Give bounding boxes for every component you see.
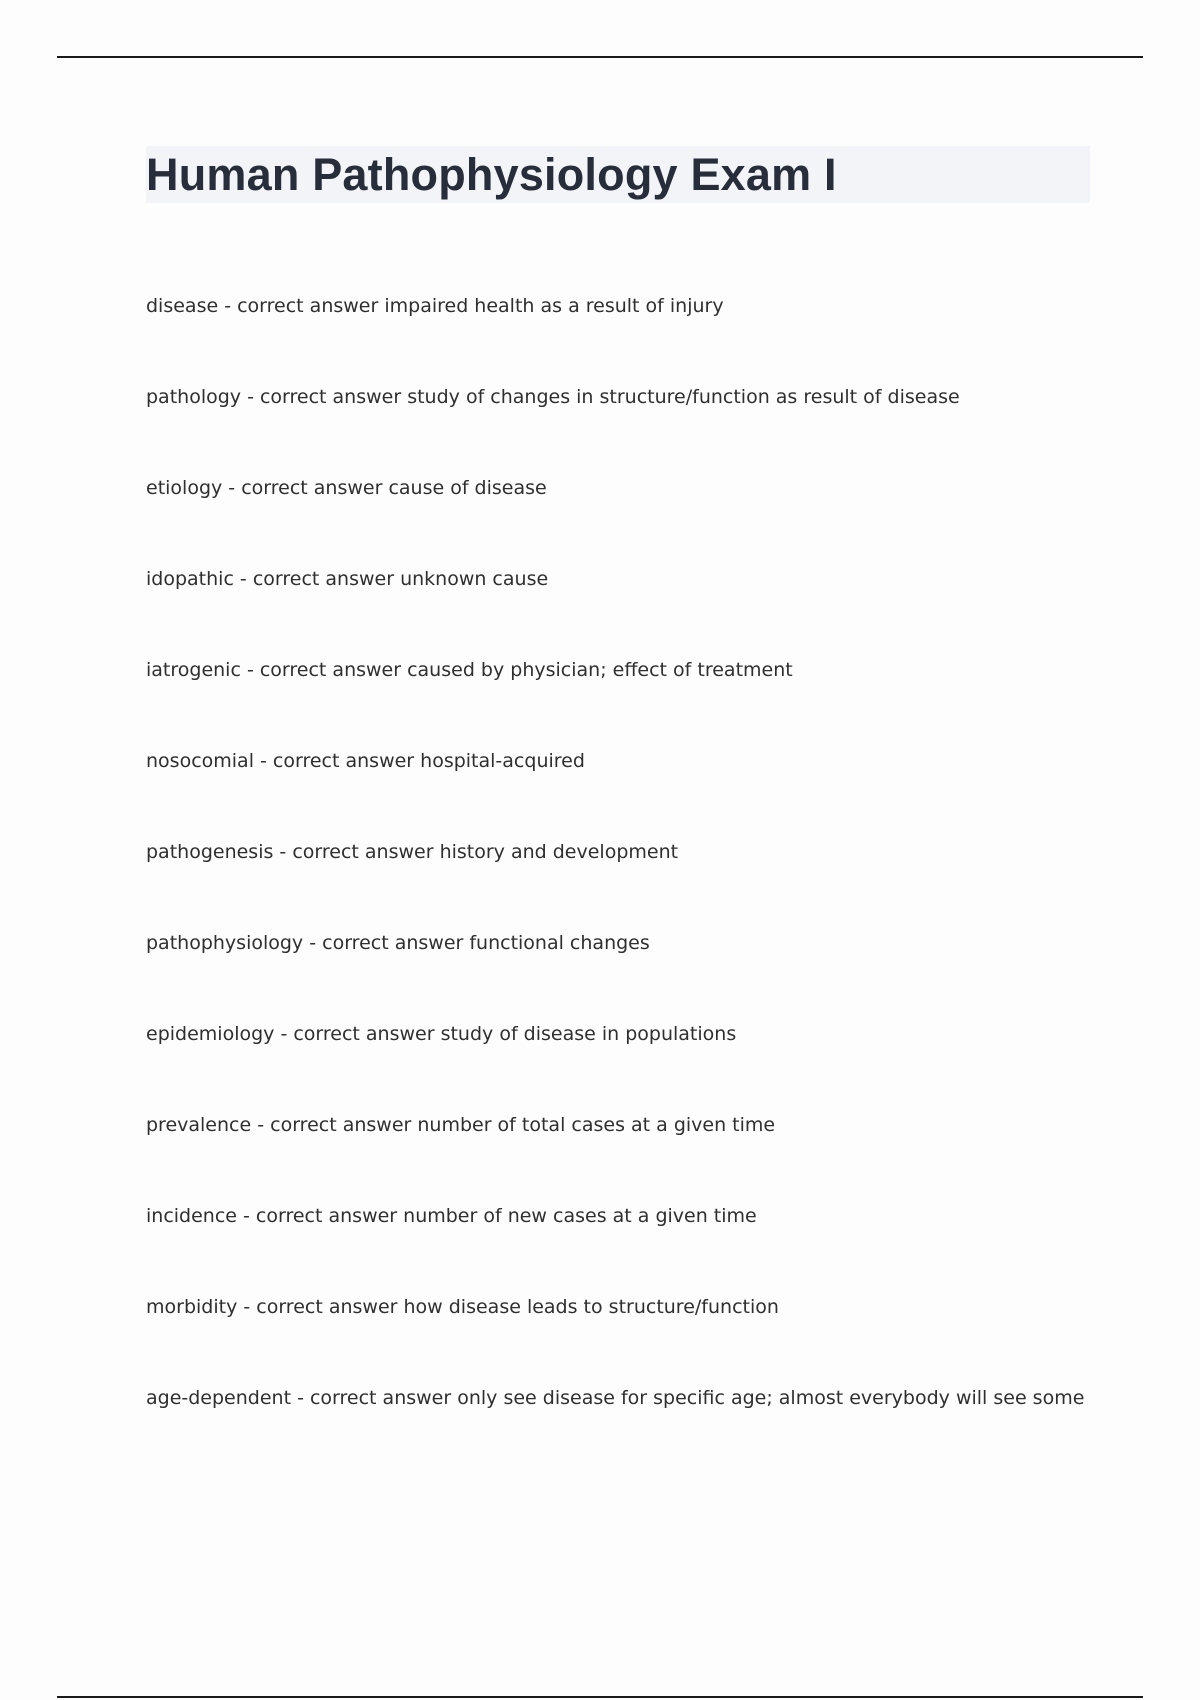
term-entry: [146, 923, 1106, 1014]
term-entry: [146, 1287, 1106, 1378]
answer-text: only see disease for specific age; almost everybody will see some: [457, 1387, 1085, 1409]
answer-separator: - correct answer: [241, 386, 408, 408]
term: nosocomial: [146, 750, 254, 772]
answer-separator: - correct answer: [218, 295, 385, 317]
answer-separator: - correct answer: [253, 750, 421, 772]
term-entry: [146, 377, 1106, 468]
term-list: [146, 286, 1106, 1469]
term: epidemiology: [146, 1023, 275, 1045]
answer-text: hospital-acquired: [420, 750, 585, 772]
term-entry: [146, 1105, 1106, 1196]
answer-separator: - correct answer: [291, 1387, 458, 1409]
term-entry: [146, 468, 1106, 559]
answer-separator: - correct answer: [237, 1296, 404, 1318]
answer-separator: - correct answer: [233, 568, 401, 590]
term: prevalence: [146, 1114, 252, 1136]
page-title: Human Pathophysiology Exam I: [146, 149, 837, 200]
term: pathophysiology: [146, 932, 304, 954]
term: age-dependent: [146, 1387, 292, 1409]
term-entry: [146, 1196, 1106, 1287]
answer-text: how disease leads to structure/function: [403, 1296, 779, 1318]
term: morbidity: [146, 1296, 238, 1318]
term: iatrogenic: [146, 659, 241, 681]
answer-text: caused by physician; effect of treatment: [407, 659, 793, 681]
answer-text: unknown cause: [400, 568, 549, 590]
answer-separator: - correct answer: [273, 841, 440, 863]
term-entry: [146, 559, 1106, 650]
term-entry: [146, 1014, 1106, 1105]
answer-separator: - correct answer: [236, 1205, 404, 1227]
term: idopathic: [146, 568, 234, 590]
answer-text: number of new cases at a given time: [403, 1205, 757, 1227]
answer-separator: - correct answer: [240, 659, 408, 681]
top-rule: [57, 56, 1143, 58]
term-entry: [146, 650, 1106, 741]
answer-separator: - correct answer: [251, 1114, 418, 1136]
term: disease: [146, 295, 219, 317]
answer-separator: - correct answer: [303, 932, 470, 954]
answer-separator: - correct answer: [274, 1023, 441, 1045]
answer-text: impaired health as a result of injury: [384, 295, 724, 317]
term-entry: [146, 741, 1106, 832]
answer-text: cause of disease: [388, 477, 547, 499]
answer-text: number of total cases at a given time: [417, 1114, 776, 1136]
bottom-rule: [57, 1696, 1143, 1698]
answer-text: study of changes in structure/function as result of disease: [407, 386, 960, 408]
term-entry: [146, 832, 1106, 923]
answer-separator: - correct answer: [222, 477, 389, 499]
answer-text: study of disease in populations: [440, 1023, 737, 1045]
term-entry: [146, 286, 1106, 377]
term: etiology: [146, 477, 223, 499]
term: pathology: [146, 386, 242, 408]
answer-text: functional changes: [469, 932, 650, 954]
term-entry: [146, 1378, 1106, 1469]
term: incidence: [146, 1205, 237, 1227]
term: pathogenesis: [146, 841, 274, 863]
answer-text: history and development: [439, 841, 679, 863]
